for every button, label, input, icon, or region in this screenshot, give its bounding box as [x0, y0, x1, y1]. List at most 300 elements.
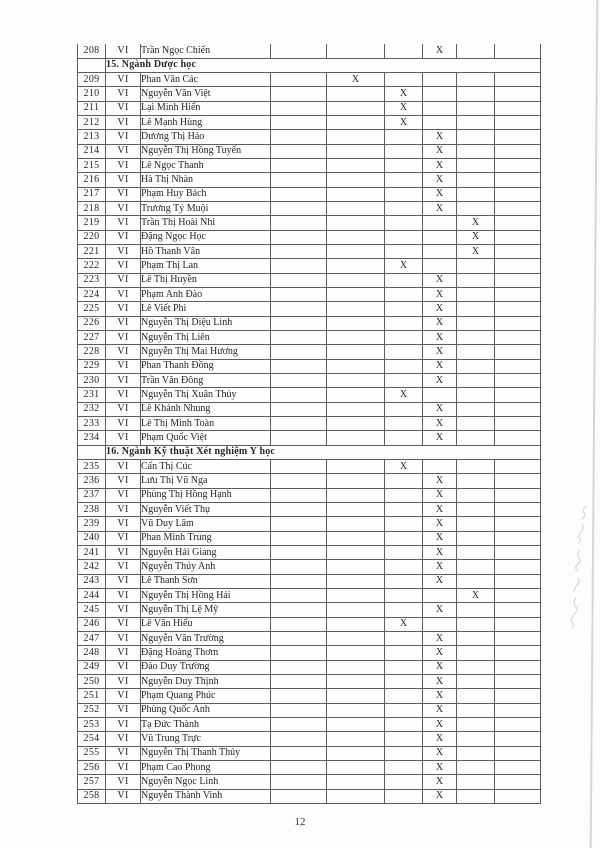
- empty-mark-cell: [327, 545, 385, 559]
- empty-mark-cell: [457, 144, 495, 158]
- empty-mark-cell: [327, 588, 385, 602]
- empty-mark-cell: [457, 73, 495, 87]
- name-cell: Phan Thanh Đồng: [141, 359, 271, 373]
- empty-mark-cell: [457, 202, 495, 216]
- level-cell: VI: [106, 760, 141, 774]
- empty-mark-cell: [327, 689, 385, 703]
- empty-mark-cell: [271, 560, 327, 574]
- table-row: [78, 144, 541, 158]
- mark-cell: X: [423, 302, 457, 316]
- row-number-cell: 255: [78, 746, 106, 760]
- empty-mark-cell: [385, 531, 423, 545]
- row-number-cell: 232: [78, 402, 106, 416]
- empty-mark-cell: [495, 732, 541, 746]
- empty-mark-cell: [495, 560, 541, 574]
- empty-mark-cell: [327, 359, 385, 373]
- table-row: [78, 474, 541, 488]
- empty-mark-cell: [271, 159, 327, 173]
- mark-cell: X: [423, 374, 457, 388]
- name-cell: Trần Văn Đông: [141, 374, 271, 388]
- empty-mark-cell: [495, 359, 541, 373]
- empty-mark-cell: [495, 503, 541, 517]
- empty-mark-cell: [271, 101, 327, 115]
- level-cell: VI: [106, 173, 141, 187]
- empty-mark-cell: [495, 703, 541, 717]
- row-number-cell: 233: [78, 417, 106, 431]
- empty-mark-cell: [495, 603, 541, 617]
- level-cell: VI: [106, 388, 141, 402]
- empty-mark-cell: [385, 230, 423, 244]
- empty-mark-cell: [385, 144, 423, 158]
- empty-mark-cell: [327, 202, 385, 216]
- empty-mark-cell: [385, 703, 423, 717]
- empty-mark-cell: [327, 144, 385, 158]
- empty-mark-cell: [327, 746, 385, 760]
- level-cell: VI: [106, 431, 141, 445]
- empty-mark-cell: [271, 789, 327, 803]
- row-number-cell: 210: [78, 87, 106, 101]
- mark-cell: X: [423, 44, 457, 58]
- empty-mark-cell: [327, 560, 385, 574]
- empty-mark-cell: [385, 775, 423, 789]
- name-cell: Phùng Quốc Anh: [141, 703, 271, 717]
- name-cell: Nguyễn Văn Việt: [141, 87, 271, 101]
- level-cell: VI: [106, 588, 141, 602]
- row-number-cell: 244: [78, 588, 106, 602]
- empty-mark-cell: [271, 359, 327, 373]
- roster-table-body: [78, 44, 541, 803]
- empty-mark-cell: [385, 245, 423, 259]
- level-cell: VI: [106, 503, 141, 517]
- level-cell: VI: [106, 116, 141, 130]
- mark-cell: X: [423, 760, 457, 774]
- mark-cell: X: [423, 159, 457, 173]
- name-cell: Lê Mạnh Hùng: [141, 116, 271, 130]
- name-cell: Phan Minh Trung: [141, 531, 271, 545]
- empty-mark-cell: [423, 230, 457, 244]
- empty-mark-cell: [385, 474, 423, 488]
- empty-mark-cell: [457, 302, 495, 316]
- empty-mark-cell: [495, 617, 541, 631]
- empty-mark-cell: [271, 73, 327, 87]
- empty-mark-cell: [327, 288, 385, 302]
- row-number-cell: 213: [78, 130, 106, 144]
- empty-mark-cell: [271, 431, 327, 445]
- empty-mark-cell: [385, 302, 423, 316]
- level-cell: VI: [106, 101, 141, 115]
- row-number-cell: 216: [78, 173, 106, 187]
- name-cell: Phạm Thị Lan: [141, 259, 271, 273]
- empty-mark-cell: [327, 116, 385, 130]
- empty-mark-cell: [385, 374, 423, 388]
- empty-mark-cell: [271, 259, 327, 273]
- table-row: [78, 531, 541, 545]
- empty-mark-cell: [385, 660, 423, 674]
- mark-cell: X: [423, 130, 457, 144]
- table-row: [78, 746, 541, 760]
- row-number-cell: 248: [78, 646, 106, 660]
- table-row: [78, 617, 541, 631]
- table-row: [78, 259, 541, 273]
- section-header-row: [78, 445, 541, 459]
- empty-mark-cell: [457, 545, 495, 559]
- name-cell: Nguyễn Thị Lệ Mỹ: [141, 603, 271, 617]
- row-number-cell: 230: [78, 374, 106, 388]
- level-cell: VI: [106, 732, 141, 746]
- empty-mark-cell: [385, 288, 423, 302]
- empty-mark-cell: [385, 73, 423, 87]
- mark-cell: X: [423, 288, 457, 302]
- empty-mark-cell: [271, 503, 327, 517]
- empty-mark-cell: [457, 402, 495, 416]
- table-row: [78, 460, 541, 474]
- row-number-cell: 218: [78, 202, 106, 216]
- name-cell: Phạm Huy Bách: [141, 187, 271, 201]
- mark-cell: X: [457, 588, 495, 602]
- empty-mark-cell: [385, 732, 423, 746]
- empty-mark-cell: [495, 474, 541, 488]
- empty-mark-cell: [271, 402, 327, 416]
- empty-mark-cell: [457, 517, 495, 531]
- empty-mark-cell: [271, 588, 327, 602]
- empty-mark-cell: [385, 202, 423, 216]
- mark-cell: X: [423, 560, 457, 574]
- empty-mark-cell: [495, 73, 541, 87]
- level-cell: VI: [106, 789, 141, 803]
- empty-mark-cell: [457, 474, 495, 488]
- empty-mark-cell: [495, 488, 541, 502]
- mark-cell: X: [423, 689, 457, 703]
- empty-mark-cell: [271, 302, 327, 316]
- empty-mark-cell: [271, 775, 327, 789]
- name-cell: Hà Thị Nhàn: [141, 173, 271, 187]
- empty-mark-cell: [457, 116, 495, 130]
- section-header-row: [78, 58, 541, 72]
- level-cell: VI: [106, 775, 141, 789]
- empty-mark-cell: [457, 359, 495, 373]
- table-row: [78, 187, 541, 201]
- empty-mark-cell: [271, 130, 327, 144]
- empty-mark-cell: [457, 488, 495, 502]
- empty-mark-cell: [495, 402, 541, 416]
- row-number-cell: 245: [78, 603, 106, 617]
- empty-mark-cell: [271, 316, 327, 330]
- empty-mark-cell: [327, 488, 385, 502]
- row-number-cell: 220: [78, 230, 106, 244]
- empty-mark-cell: [327, 617, 385, 631]
- mark-cell: X: [423, 187, 457, 201]
- level-cell: VI: [106, 617, 141, 631]
- table-row: [78, 44, 541, 58]
- empty-mark-cell: [327, 646, 385, 660]
- table-row: [78, 359, 541, 373]
- empty-mark-cell: [495, 302, 541, 316]
- name-cell: Nguyễn Thị Mai Hương: [141, 345, 271, 359]
- empty-mark-cell: [385, 159, 423, 173]
- section-label-cell: 15. Ngành Dược học: [106, 58, 541, 72]
- name-cell: Nguyễn Thị Hồng Tuyến: [141, 144, 271, 158]
- name-cell: Vũ Trung Trực: [141, 732, 271, 746]
- empty-mark-cell: [457, 44, 495, 58]
- level-cell: VI: [106, 230, 141, 244]
- empty-mark-cell: [271, 717, 327, 731]
- empty-mark-cell: [327, 674, 385, 688]
- empty-mark-cell: [495, 101, 541, 115]
- name-cell: Nguyễn Thị Thanh Thủy: [141, 746, 271, 760]
- empty-mark-cell: [327, 703, 385, 717]
- empty-mark-cell: [457, 760, 495, 774]
- mark-cell: X: [385, 116, 423, 130]
- table-row: [78, 159, 541, 173]
- level-cell: VI: [106, 316, 141, 330]
- empty-mark-cell: [495, 202, 541, 216]
- table-row: [78, 574, 541, 588]
- empty-mark-cell: [271, 574, 327, 588]
- empty-mark-cell: [495, 230, 541, 244]
- empty-mark-cell: [457, 331, 495, 345]
- name-cell: Lê Thị Minh Toàn: [141, 417, 271, 431]
- table-row: [78, 760, 541, 774]
- name-cell: Dương Thị Hảo: [141, 130, 271, 144]
- empty-mark-cell: [327, 474, 385, 488]
- empty-mark-cell: [327, 345, 385, 359]
- level-cell: VI: [106, 73, 141, 87]
- empty-mark-cell: [327, 503, 385, 517]
- table-row: [78, 503, 541, 517]
- empty-mark-cell: [495, 216, 541, 230]
- empty-mark-cell: [271, 245, 327, 259]
- name-cell: Lê Thanh Sơn: [141, 574, 271, 588]
- empty-mark-cell: [385, 488, 423, 502]
- name-cell: Lưu Thị Vũ Nga: [141, 474, 271, 488]
- empty-mark-cell: [457, 732, 495, 746]
- empty-mark-cell: [457, 746, 495, 760]
- empty-mark-cell: [271, 746, 327, 760]
- empty-mark-cell: [495, 746, 541, 760]
- empty-mark-cell: [457, 717, 495, 731]
- table-row: [78, 130, 541, 144]
- empty-mark-cell: [495, 87, 541, 101]
- table-row: [78, 316, 541, 330]
- mark-cell: X: [423, 474, 457, 488]
- empty-mark-cell: [495, 674, 541, 688]
- empty-mark-cell: [495, 159, 541, 173]
- row-number-cell: 243: [78, 574, 106, 588]
- empty-mark-cell: [495, 316, 541, 330]
- empty-mark-cell: [327, 273, 385, 287]
- empty-mark-cell: [495, 273, 541, 287]
- empty-mark-cell: [495, 259, 541, 273]
- empty-mark-cell: [495, 331, 541, 345]
- mark-cell: X: [423, 517, 457, 531]
- empty-mark-cell: [495, 116, 541, 130]
- empty-mark-cell: [385, 359, 423, 373]
- mark-cell: X: [423, 660, 457, 674]
- empty-mark-cell: [271, 460, 327, 474]
- table-row: [78, 87, 541, 101]
- level-cell: VI: [106, 216, 141, 230]
- empty-mark-cell: [457, 789, 495, 803]
- level-cell: VI: [106, 545, 141, 559]
- empty-mark-cell: [271, 617, 327, 631]
- empty-mark-cell: [457, 703, 495, 717]
- empty-mark-cell: [271, 474, 327, 488]
- level-cell: VI: [106, 130, 141, 144]
- row-number-cell: 247: [78, 631, 106, 645]
- empty-mark-cell: [457, 173, 495, 187]
- empty-mark-cell: [385, 603, 423, 617]
- name-cell: Tạ Đức Thành: [141, 717, 271, 731]
- mark-cell: X: [423, 703, 457, 717]
- level-cell: VI: [106, 345, 141, 359]
- name-cell: Hồ Thanh Vân: [141, 245, 271, 259]
- row-number-cell: 246: [78, 617, 106, 631]
- empty-mark-cell: [495, 417, 541, 431]
- empty-mark-cell: [385, 402, 423, 416]
- mark-cell: X: [423, 746, 457, 760]
- table-row: [78, 116, 541, 130]
- name-cell: Nguyễn Thị Hồng Hải: [141, 588, 271, 602]
- empty-mark-cell: [385, 345, 423, 359]
- level-cell: VI: [106, 331, 141, 345]
- table-row: [78, 417, 541, 431]
- row-number-cell: 251: [78, 689, 106, 703]
- row-number-cell: 215: [78, 159, 106, 173]
- table-row: [78, 488, 541, 502]
- empty-mark-cell: [385, 216, 423, 230]
- level-cell: VI: [106, 159, 141, 173]
- empty-mark-cell: [385, 431, 423, 445]
- name-cell: Phạm Anh Đào: [141, 288, 271, 302]
- table-row: [78, 230, 541, 244]
- mark-cell: X: [423, 144, 457, 158]
- row-number-cell: 208: [78, 44, 106, 58]
- empty-mark-cell: [327, 574, 385, 588]
- level-cell: VI: [106, 87, 141, 101]
- row-number-cell: 250: [78, 674, 106, 688]
- name-cell: Lê Thị Huyền: [141, 273, 271, 287]
- empty-mark-cell: [457, 388, 495, 402]
- empty-mark-cell: [385, 187, 423, 201]
- mark-cell: X: [385, 101, 423, 115]
- empty-mark-cell: [423, 87, 457, 101]
- row-number-cell: 209: [78, 73, 106, 87]
- name-cell: Phan Văn Các: [141, 73, 271, 87]
- empty-mark-cell: [495, 431, 541, 445]
- empty-mark-cell: [327, 216, 385, 230]
- empty-mark-cell: [423, 460, 457, 474]
- empty-mark-cell: [327, 531, 385, 545]
- mark-cell: X: [385, 460, 423, 474]
- table-row: [78, 660, 541, 674]
- table-row: [78, 388, 541, 402]
- section-label-cell: 16. Ngành Kỹ thuật Xét nghiệm Y học: [106, 445, 541, 459]
- empty-mark-cell: [327, 316, 385, 330]
- name-cell: Nguyễn Duy Thịnh: [141, 674, 271, 688]
- row-number-cell: 222: [78, 259, 106, 273]
- empty-mark-cell: [495, 789, 541, 803]
- row-number-cell: 258: [78, 789, 106, 803]
- level-cell: VI: [106, 631, 141, 645]
- empty-mark-cell: [271, 674, 327, 688]
- empty-mark-cell: [271, 87, 327, 101]
- level-cell: VI: [106, 288, 141, 302]
- mark-cell: X: [423, 732, 457, 746]
- empty-mark-cell: [457, 560, 495, 574]
- level-cell: VI: [106, 402, 141, 416]
- table-row: [78, 331, 541, 345]
- mark-cell: X: [423, 646, 457, 660]
- empty-mark-cell: [271, 631, 327, 645]
- row-number-cell: [78, 445, 106, 459]
- empty-mark-cell: [271, 646, 327, 660]
- table-row: [78, 603, 541, 617]
- empty-mark-cell: [495, 646, 541, 660]
- empty-mark-cell: [271, 288, 327, 302]
- empty-mark-cell: [327, 230, 385, 244]
- name-cell: Lại Minh Hiển: [141, 101, 271, 115]
- name-cell: Nguyễn Ngọc Linh: [141, 775, 271, 789]
- level-cell: VI: [106, 689, 141, 703]
- empty-mark-cell: [495, 760, 541, 774]
- table-row: [78, 717, 541, 731]
- table-row: [78, 689, 541, 703]
- empty-mark-cell: [385, 760, 423, 774]
- row-number-cell: 226: [78, 316, 106, 330]
- level-cell: VI: [106, 202, 141, 216]
- table-row: [78, 631, 541, 645]
- table-row: [78, 431, 541, 445]
- empty-mark-cell: [271, 374, 327, 388]
- empty-mark-cell: [385, 588, 423, 602]
- empty-mark-cell: [385, 545, 423, 559]
- empty-mark-cell: [327, 259, 385, 273]
- level-cell: VI: [106, 374, 141, 388]
- name-cell: Lê Ngọc Thanh: [141, 159, 271, 173]
- empty-mark-cell: [327, 130, 385, 144]
- name-cell: Nguyễn Thúy Anh: [141, 560, 271, 574]
- row-number-cell: 241: [78, 545, 106, 559]
- empty-mark-cell: [457, 159, 495, 173]
- name-cell: Nguyễn Thị Liên: [141, 331, 271, 345]
- level-cell: VI: [106, 417, 141, 431]
- level-cell: VI: [106, 44, 141, 58]
- empty-mark-cell: [327, 245, 385, 259]
- empty-mark-cell: [327, 431, 385, 445]
- table-row: [78, 545, 541, 559]
- empty-mark-cell: [457, 87, 495, 101]
- level-cell: VI: [106, 488, 141, 502]
- mark-cell: X: [385, 617, 423, 631]
- table-row: [78, 789, 541, 803]
- level-cell: VI: [106, 245, 141, 259]
- empty-mark-cell: [423, 116, 457, 130]
- empty-mark-cell: [495, 173, 541, 187]
- row-number-cell: 249: [78, 660, 106, 674]
- empty-mark-cell: [271, 545, 327, 559]
- empty-mark-cell: [385, 316, 423, 330]
- mark-cell: X: [423, 545, 457, 559]
- name-cell: Trần Thị Hoài Nhi: [141, 216, 271, 230]
- table-row: [78, 703, 541, 717]
- empty-mark-cell: [457, 417, 495, 431]
- empty-mark-cell: [385, 130, 423, 144]
- empty-mark-cell: [327, 331, 385, 345]
- name-cell: Lê Viết Phi: [141, 302, 271, 316]
- empty-mark-cell: [457, 631, 495, 645]
- table-row: [78, 732, 541, 746]
- empty-mark-cell: [457, 431, 495, 445]
